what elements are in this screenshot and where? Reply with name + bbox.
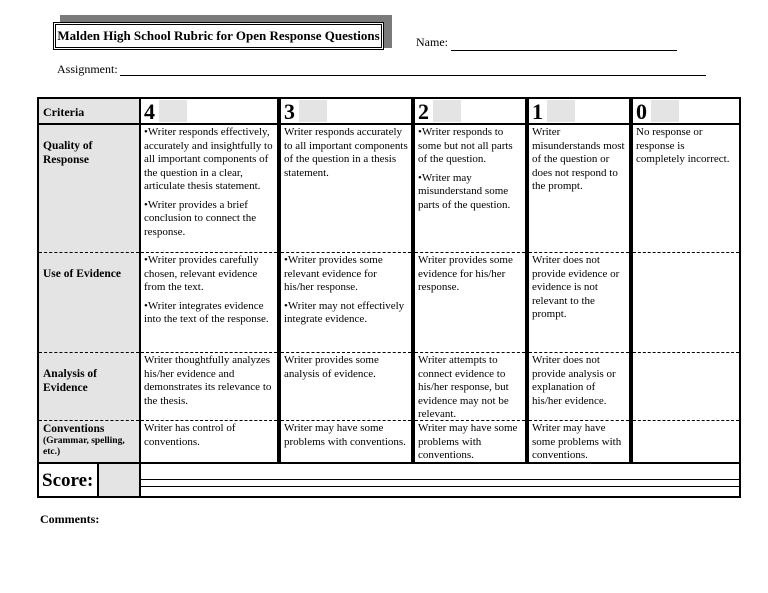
rubric-table	[37, 97, 741, 464]
rubric-cell	[281, 125, 411, 252]
level-3-header	[281, 99, 411, 125]
comments-label: Comments:	[40, 512, 100, 526]
descriptor-text: •Writer responds effectively, accurately and insightfully to all important components of the question in a clear, articulate thesis statement.	[144, 126, 273, 192]
criteria-conventions	[39, 421, 139, 463]
criteria-label: Use of Evidence	[43, 268, 121, 280]
level-4-header	[141, 99, 277, 125]
rubric-cell	[633, 125, 739, 252]
row-divider	[529, 420, 629, 421]
rubric-cell	[633, 253, 739, 352]
descriptor-text: •Writer provides some relevant evidence for his/her response.	[284, 254, 383, 293]
header-shade	[547, 100, 575, 122]
rubric-cell	[633, 353, 739, 420]
level-3-column	[281, 99, 411, 462]
rubric-cell	[633, 421, 739, 463]
descriptor-text: Writer thoughtfully analyzes his/her evidence and demonstrates its relevance to the thesis.	[144, 354, 272, 407]
descriptor-text: •Writer provides a brief conclusion to connect the response.	[144, 198, 257, 238]
rubric-cell	[529, 353, 629, 420]
rubric-cell	[281, 253, 411, 352]
rubric-cell	[141, 125, 277, 252]
level-1-column	[529, 99, 629, 462]
descriptor-text: Writer does not provide evidence or evidence is not relevant to the prompt.	[532, 254, 620, 320]
criteria-label: Quality of Response	[43, 140, 93, 166]
assignment-label: Assignment:	[57, 62, 118, 76]
criteria-column	[39, 99, 139, 462]
row-divider	[281, 352, 411, 353]
descriptor-text: Writer may have some problems with conventions.	[284, 422, 406, 448]
row-divider	[415, 252, 525, 253]
level-1-header	[529, 99, 629, 125]
row-divider	[281, 420, 411, 421]
page-title: Malden High School Rubric for Open Response Questions	[53, 22, 384, 50]
rubric-cell	[529, 253, 629, 352]
descriptor-text: Writer does not provide analysis or explanation of his/her evidence.	[532, 354, 616, 407]
descriptor-text: Writer may have some problems with conventions.	[532, 422, 622, 461]
descriptor-text: No response or response is completely incorrect.	[636, 126, 730, 165]
descriptor-text: •Writer may misunderstand some parts of the question.	[418, 171, 511, 211]
criteria-label: Conventions	[43, 423, 105, 435]
rubric-cell	[141, 253, 277, 352]
rubric-cell	[141, 353, 277, 420]
row-divider	[141, 420, 277, 421]
header-shade	[433, 100, 461, 122]
assignment-field[interactable]	[120, 75, 706, 76]
score-level-number: 1	[532, 99, 543, 124]
score-label: Score:	[42, 470, 94, 491]
descriptor-text: Writer provides some analysis of evidence.	[284, 354, 379, 380]
descriptor-text: •Writer provides carefully chosen, relevant evidence from the text.	[144, 254, 259, 293]
criteria-header: Criteria	[39, 99, 139, 125]
score-level-number: 3	[284, 99, 295, 124]
row-divider	[633, 252, 739, 253]
row-divider	[415, 420, 525, 421]
score-divider	[139, 464, 141, 496]
level-2-header	[415, 99, 525, 125]
row-divider	[281, 252, 411, 253]
row-divider	[633, 420, 739, 421]
row-divider	[415, 352, 525, 353]
level-4-column	[141, 99, 277, 462]
score-level-number: 2	[418, 99, 429, 124]
score-level-number: 4	[144, 99, 155, 124]
header-shade	[299, 100, 327, 122]
row-divider	[529, 352, 629, 353]
rubric-cell	[281, 353, 411, 420]
name-field[interactable]	[451, 50, 677, 51]
score-input[interactable]	[99, 464, 139, 496]
descriptor-text: Writer responds accurately to all important components of the question in a thesis statement.	[284, 126, 408, 179]
rubric-cell	[415, 253, 525, 352]
descriptor-text: Writer has control of conventions.	[144, 422, 236, 448]
criteria-evidence	[39, 253, 139, 352]
rubric-cell	[529, 125, 629, 252]
descriptor-text: Writer may have some problems with conventions.	[418, 422, 518, 461]
score-rule	[141, 486, 739, 487]
descriptor-text: Writer provides some evidence for his/her response.	[418, 254, 513, 293]
name-label: Name:	[416, 35, 448, 49]
descriptor-text: Writer attempts to connect evidence to his/her response, but evidence may not be relevant.	[418, 354, 509, 420]
criteria-analysis	[39, 353, 139, 420]
header-shade	[159, 100, 187, 122]
level-2-column	[415, 99, 525, 462]
descriptor-text: •Writer may not effectively integrate evidence.	[284, 299, 405, 325]
criteria-quality	[39, 125, 139, 252]
row-divider	[141, 352, 277, 353]
rubric-cell	[529, 421, 629, 463]
descriptor-text: •Writer integrates evidence into the text of the response.	[144, 299, 269, 325]
rubric-cell	[141, 421, 277, 463]
descriptor-text: Writer misunderstands most of the question or does not respond to the prompt.	[532, 126, 625, 192]
rubric-cell	[415, 421, 525, 463]
descriptor-text: •Writer responds to some but not all parts of the question.	[418, 126, 513, 165]
level-0-column	[633, 99, 739, 462]
criteria-sublabel: (Grammar, spelling, etc.)	[43, 436, 125, 457]
score-level-number: 0	[636, 99, 647, 124]
rubric-cell	[281, 421, 411, 463]
row-divider	[141, 252, 277, 253]
rubric-cell	[415, 125, 525, 252]
rubric-cell	[415, 353, 525, 420]
header-shade	[651, 100, 679, 122]
score-rule	[141, 479, 739, 480]
row-divider	[529, 252, 629, 253]
criteria-label: Analysis of Evidence	[43, 368, 97, 394]
level-0-header	[633, 99, 739, 125]
row-divider	[633, 352, 739, 353]
score-row	[37, 462, 741, 498]
